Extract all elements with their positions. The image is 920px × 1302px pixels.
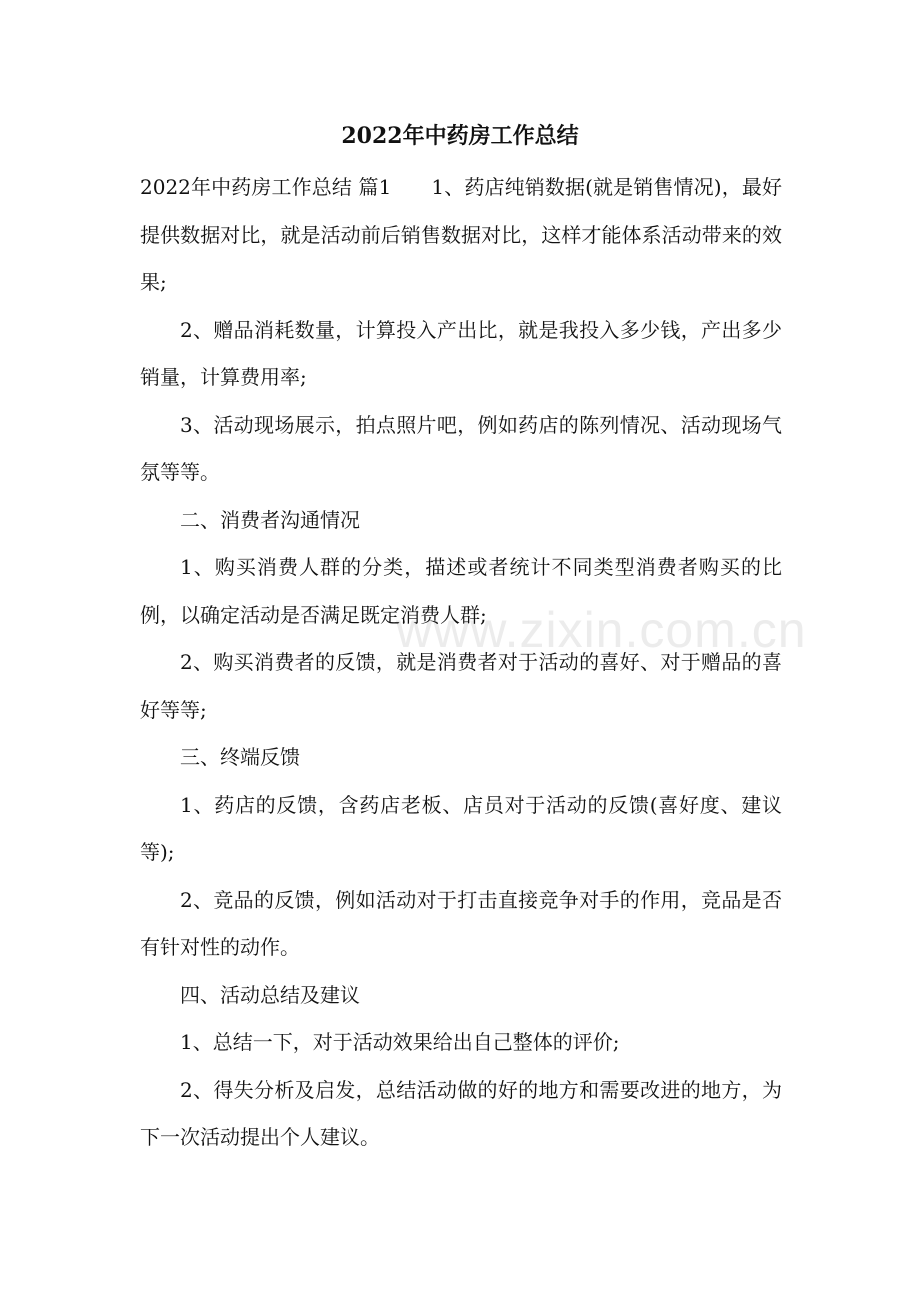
paragraph: 2、竞品的反馈，例如活动对于打击直接竞争对手的作用，竞品是否有针对性的动作。 — [140, 887, 782, 959]
paragraph: 2、得失分析及启发，总结活动做的好的地方和需要改进的地方，为下一次活动提出个人建议。 — [140, 1077, 782, 1149]
paragraph-text: 1、药店纯销数据(就是销售情况)，最好提供数据对比，就是活动前后销售数据对比，这样才能体系活动带来的效果; — [140, 175, 782, 294]
watermark: www.zixin.com.cn — [396, 602, 807, 658]
intro-paragraph — [140, 164, 782, 307]
paragraph: 1、总结一下，对于活动效果给出自己整体的评价; — [180, 1030, 620, 1054]
section-heading: 四、活动总结及建议 — [180, 982, 360, 1007]
section-heading: 三、终端反馈 — [180, 745, 300, 769]
paragraph: 1、药店的反馈，含药店老板、店员对于活动的反馈(喜好度、建议等); — [140, 792, 782, 864]
paragraph: 3、活动现场展示，拍点照片吧，例如药店的陈列情况、活动现场气氛等等。 — [140, 412, 782, 484]
paragraph: 1、购买消费人群的分类，描述或者统计不同类型消费者购买的比例，以确定活动是否满足既定消费人群; — [140, 555, 782, 627]
intro-heading: 2022年中药房工作总结 篇1 — [140, 175, 392, 199]
document-title: 2022年中药房工作总结 — [341, 123, 579, 149]
document-body — [140, 164, 782, 1162]
section-heading: 二、消费者沟通情况 — [180, 507, 360, 532]
paragraph: 2、购买消费者的反馈，就是消费者对于活动的喜好、对于赠品的喜好等等; — [140, 650, 782, 722]
paragraph: 2、赠品消耗数量，计算投入产出比，就是我投入多少钱，产出多少销量，计算费用率; — [140, 317, 782, 389]
